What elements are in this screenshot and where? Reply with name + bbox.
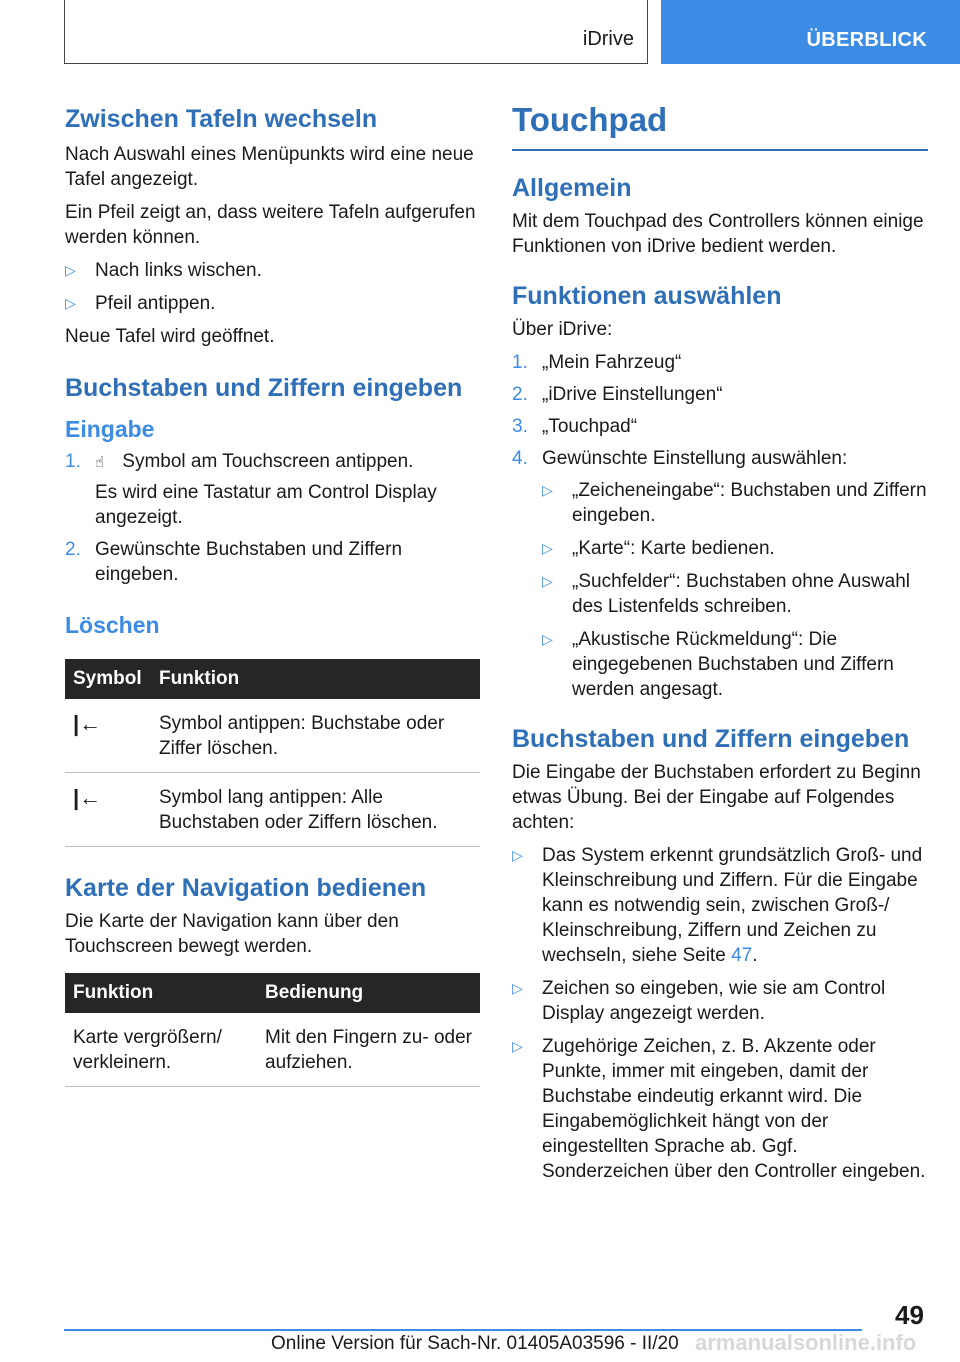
heading-letters-digits-right: Buchstaben und Ziffern eingeben [512,725,910,753]
triangle-bullet-icon: ▷ [542,482,553,498]
step-item: 4. Gewünschte Einstellung auswählen: [512,448,848,469]
heading-input: Eingabe [65,416,155,442]
backspace-icon: |← [65,699,151,773]
header-chapter-title: ÜBERBLICK [806,29,927,51]
triangle-bullet-icon: ▷ [542,631,553,647]
table-header: Symbol [65,659,151,699]
paragraph: Ein Pfeil zeigt an, dass weitere Tafeln aufgerufen werden können. [65,202,476,248]
list-item: ▷ Pfeil antippen. [65,293,216,314]
step-item: 2. „iDrive Einstellungen“ [512,384,723,405]
step-item: 1. „Mein Fahrzeug“ [512,352,682,373]
table-header: Bedienung [257,973,480,1013]
list-item: ▷ Zeichen so eingeben, wie sie am Control Display angezeigt werden. [512,978,886,1024]
table-row: |← Symbol antippen: Buchstabe oder Ziffer löschen. [65,699,480,773]
triangle-bullet-icon: ▷ [512,980,523,996]
delete-table [65,659,480,847]
paragraph: Die Eingabe der Buchstaben erfordert zu Beginn etwas Übung. Bei der Eingabe auf Folgendes achten: [512,762,921,833]
left-column [65,100,480,1087]
heading-letters-digits: Buchstaben und Ziffern eingeben [65,374,463,402]
page-number: 49 [895,1300,924,1330]
heading-switch-panels: Zwischen Tafeln wechseln [65,105,378,133]
paragraph: Neue Tafel wird geöffnet. [65,326,275,347]
paragraph: Mit dem Touchpad des Controllers können einige Funktionen von iDrive bedient werden. [512,211,924,257]
list-item: ▷ „Suchfelder“: Buchstaben ohne Auswahl des Listenfelds schreiben. [542,571,910,617]
triangle-bullet-icon: ▷ [65,262,76,278]
table-row: |← Symbol lang antippen: Alle Buchstaben oder Ziffern löschen. [65,773,480,847]
heading-touchpad: Touchpad [512,101,668,138]
step-item: 3. „Touchpad“ [512,416,638,437]
table-header: Funktion [65,973,257,1013]
keyboard-hand-icon: ☝ [95,454,105,471]
table-header: Funktion [151,659,480,699]
list-item: ▷ „Zeicheneingabe“: Buchstaben und Ziffern eingeben. [542,480,927,526]
paragraph: Die Karte der Navigation kann über den Touchscreen bewegt werden. [65,911,399,957]
triangle-bullet-icon: ▷ [512,1038,523,1054]
triangle-bullet-icon: ▷ [65,295,76,311]
right-column [512,100,928,1192]
list-item: ▷ Zugehörige Zeichen, z. B. Akzente oder Punkte, immer mit eingeben, damit der Buchstabe eindeutig erkannt wird. Die Eingabemöglichkeit hängt von der eingestellten Sprache ab. Ggf. Sonderzeichen über den Controller eingeben. [512,1036,926,1182]
list-item: ▷ Das System erkennt grundsätzlich Groß- und Kleinschreibung und Ziffern. Für die Eingabe kann es notwendig sein, zwischen Groß-/ Kleinschreibung, Ziffern und Zeichen zu wechseln, siehe Seite 47. [512,845,923,966]
step-item: 2. Gewünschte Buchstaben und Ziffern eingeben. [65,539,403,585]
heading-general: Allgemein [512,174,632,202]
heading-map: Karte der Navigation bedienen [65,874,427,902]
page-link[interactable]: 47 [731,945,753,966]
heading-rule [512,149,928,151]
header-section-box [64,0,648,64]
heading-select-functions: Funktionen auswählen [512,282,782,310]
step-item: 1. ☝ Symbol am Touchscreen antippen. [65,449,480,475]
list-item: ▷ Nach links wischen. [65,260,262,281]
list-item: ▷ „Karte“: Karte bedienen. [542,538,775,559]
triangle-bullet-icon: ▷ [542,573,553,589]
paragraph: Nach Auswahl eines Menüpunkts wird eine neue Tafel angezeigt. [65,144,474,190]
header-chapter-tab [661,0,960,64]
table-row: Karte vergrößern/ verkleinern. Mit den Fingern zu- oder aufziehen. [65,1013,480,1087]
header-section-title: iDrive [582,28,634,50]
heading-delete: Löschen [65,612,160,638]
step-note: Es wird eine Tastatur am Control Display angezeigt. [95,482,437,528]
triangle-bullet-icon: ▷ [512,847,523,863]
footer-online-version: Online Version für Sach-Nr. 01405A03596 - II/20 [271,1333,679,1354]
list-item: ▷ „Akustische Rückmeldung“: Die eingegebenen Buchstaben und Ziffern werden angesagt. [542,629,894,700]
backspace-icon: |← [65,773,151,847]
map-table [65,973,480,1087]
watermark: armanualsonline.info [695,1330,917,1355]
triangle-bullet-icon: ▷ [542,540,553,556]
paragraph: Über iDrive: [512,319,613,340]
